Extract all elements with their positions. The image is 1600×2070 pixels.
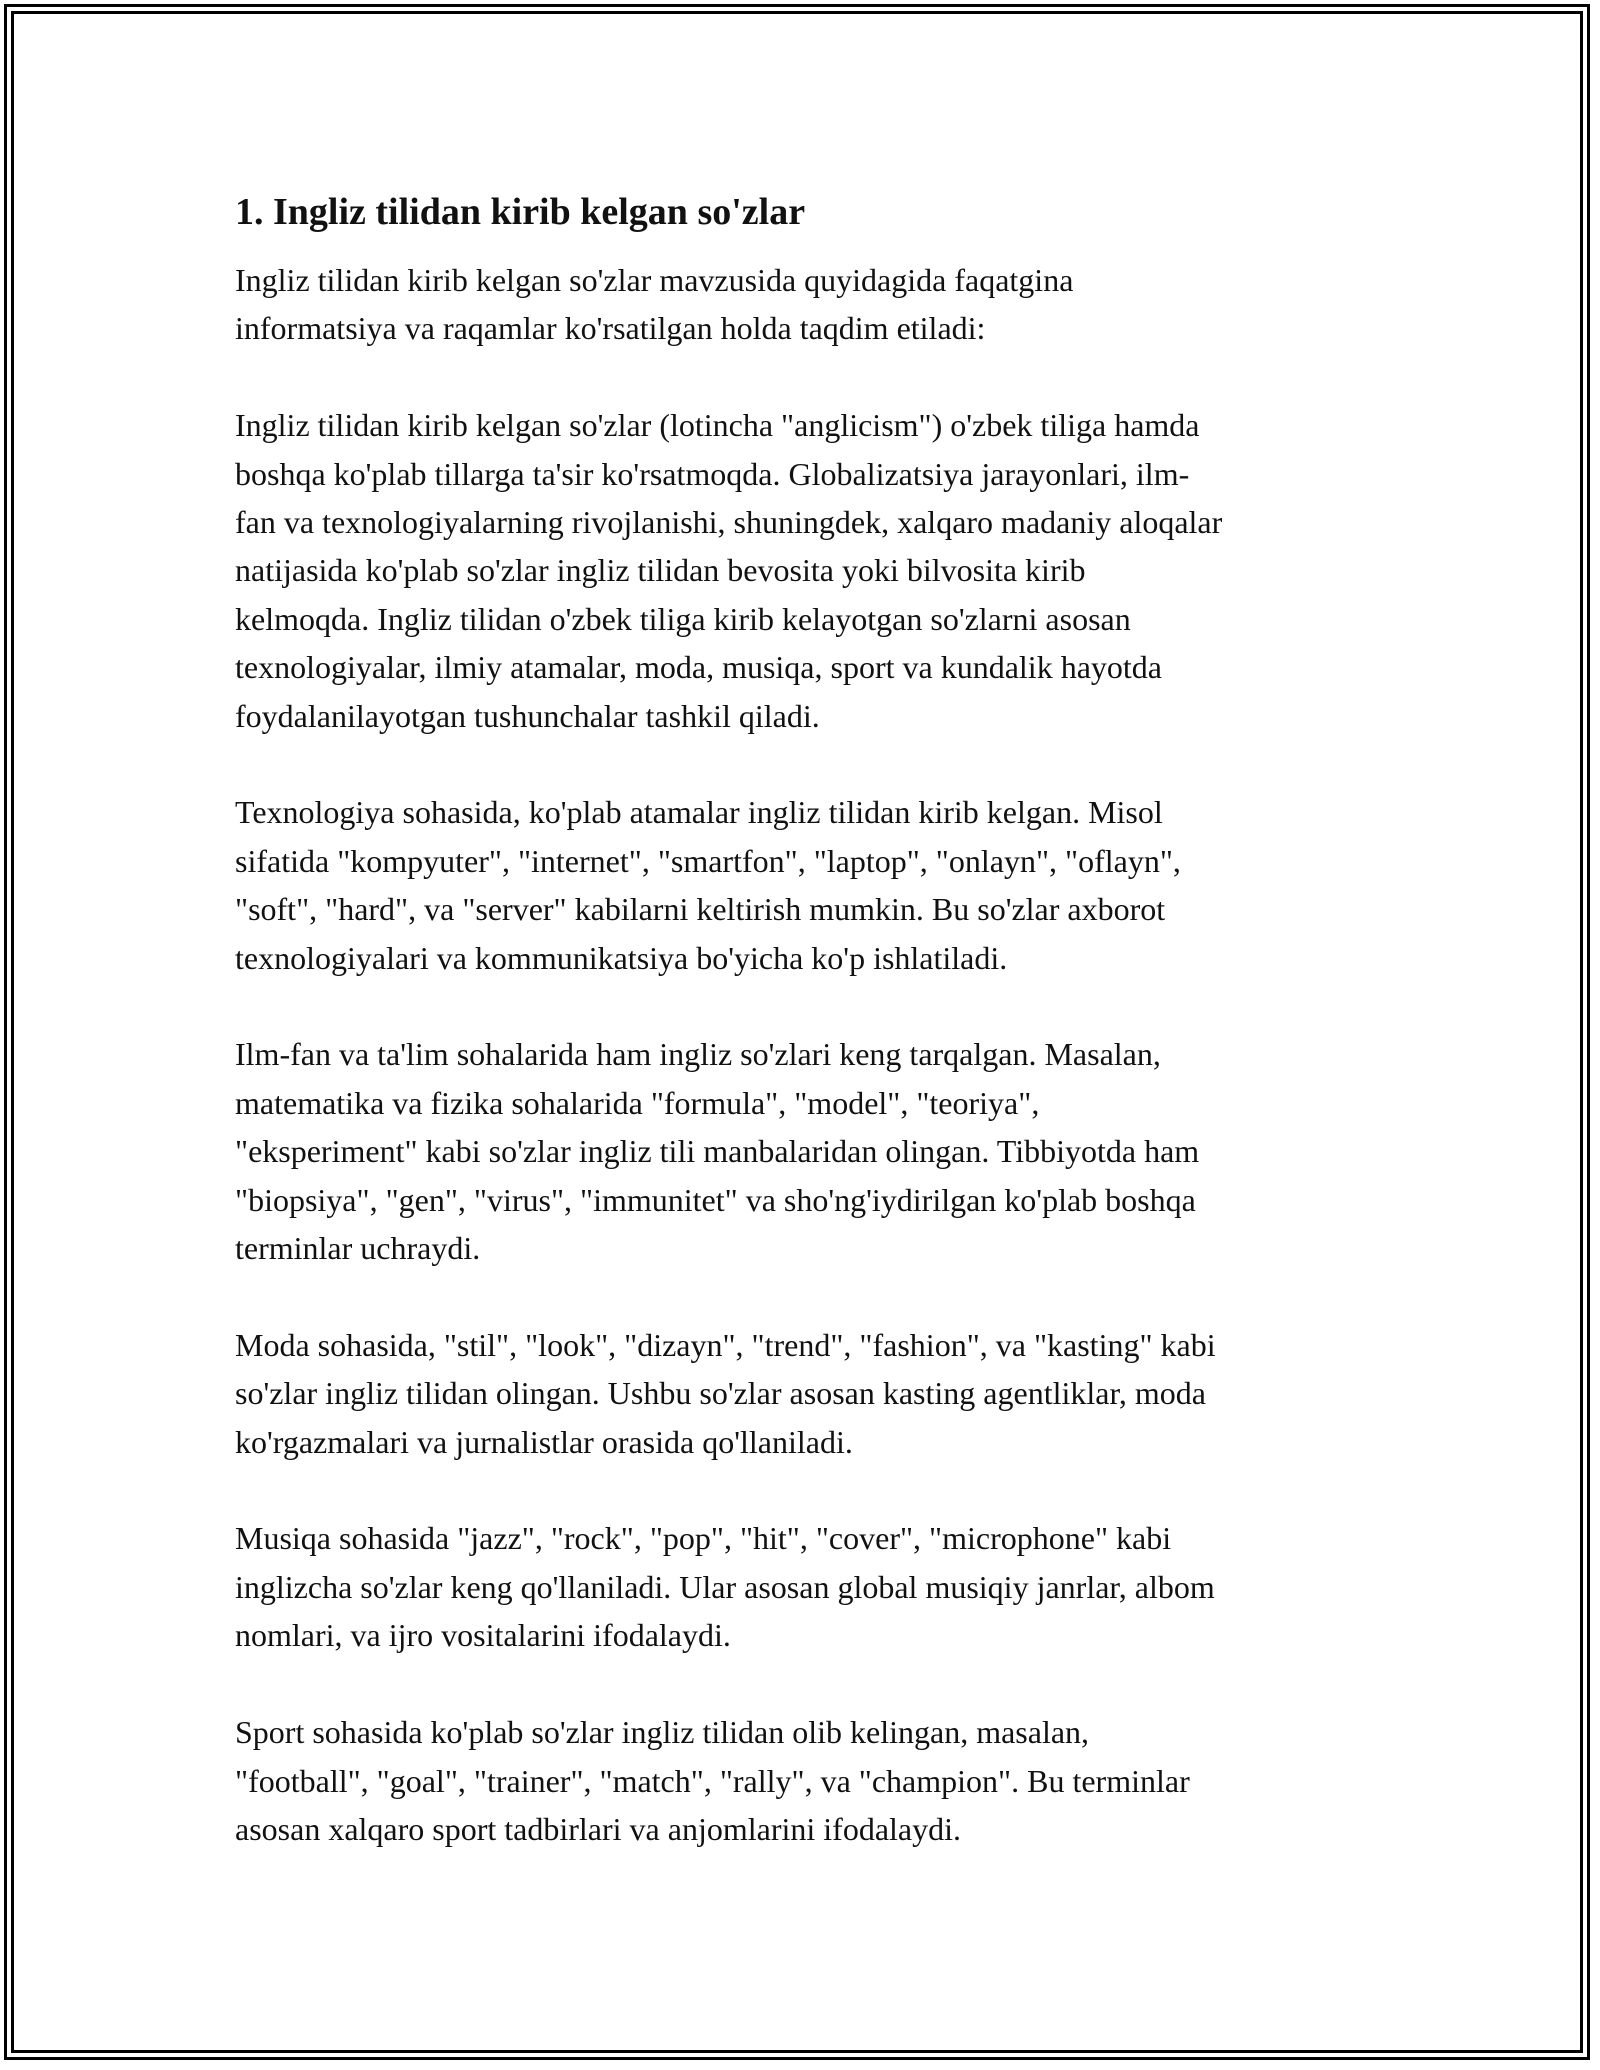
- paragraph-fashion: Moda sohasida, "stil", "look", "dizayn", "trend", "fashion", va "kasting" kabi so'zlar ingliz tilidan olingan. Ushbu so'zlar asosan kasting agentliklar, moda ko'rgazmalari va jurnalistlar orasida qo'llaniladi.: [235, 1326, 1216, 1460]
- document-body: [235, 186, 1375, 1902]
- paragraph-music: Musiqa sohasida "jazz", "rock", "pop", "hit", "cover", "microphone" kabi inglizcha so'zlar keng qo'llaniladi. Ular asosan global musiqiy janrlar, albom nomlari, va ijro vositalarini ifodalaydi.: [235, 1520, 1215, 1654]
- paragraph-intro: Ingliz tilidan kirib kelgan so'zlar mavzusida quyidagida faqatgina informatsiya va raqamlar ko'rsatilgan holda taqdim etiladi:: [235, 262, 1074, 347]
- paragraph-sport: Sport sohasida ko'plab so'zlar ingliz tilidan olib kelingan, masalan, "football", "goal", "trainer", "match", "rally", va "champion". Bu terminlar asosan xalqaro sport tadbirlari va anjomlarini ifodalaydi.: [235, 1714, 1190, 1847]
- paragraph-technology: Texnologiya sohasida, ko'plab atamalar ingliz tilidan kirib kelgan. Misol sifatida "kompyuter", "internet", "smartfon", "laptop", "onlayn", "oflayn", "soft", "hard", va "server" kabilarni keltirish mumkin. Bu so'zlar axborot texnologiyalari va kommunikatsiya bo'yicha ko'p ishlatiladi.: [235, 794, 1181, 976]
- paragraph-anglicism-overview: Ingliz tilidan kirib kelgan so'zlar (lotincha "anglicism") o'zbek tiliga hamda boshqa ko'plab tillarga ta'sir ko'rsatmoqda. Globalizatsiya jarayonlari, ilm- fan va texnologiyalarning rivojlanishi, shuningdek, xalqaro madaniy aloqalar natijasida ko'plab so'zlar ingliz tilidan bevosita yoki bilvosita kirib kelmoqda. Ingliz tilidan o'zbek tiliga kirib kelayotgan so'zlarni asosan texnologiyalar, ilmiy atamalar, moda, musiqa, sport va kundalik hayotda foydalanilayotgan tushunchalar tashkil qiladi.: [235, 407, 1223, 734]
- document-title: 1. Ingliz tilidan kirib kelgan so'zlar: [235, 191, 806, 233]
- paragraph-science-education: Ilm-fan va ta'lim sohalarida ham ingliz so'zlari keng tarqalgan. Masalan, matematika va fizika sohalarida "formula", "model", "teoriya", "eksperiment" kabi so'zlar ingliz tili manbalaridan olingan. Tibbiyotda ham "biopsiya", "gen", "virus", "immunitet" va sho'ng'iydirilgan ko'plab boshqa terminlar uchraydi.: [235, 1036, 1200, 1267]
